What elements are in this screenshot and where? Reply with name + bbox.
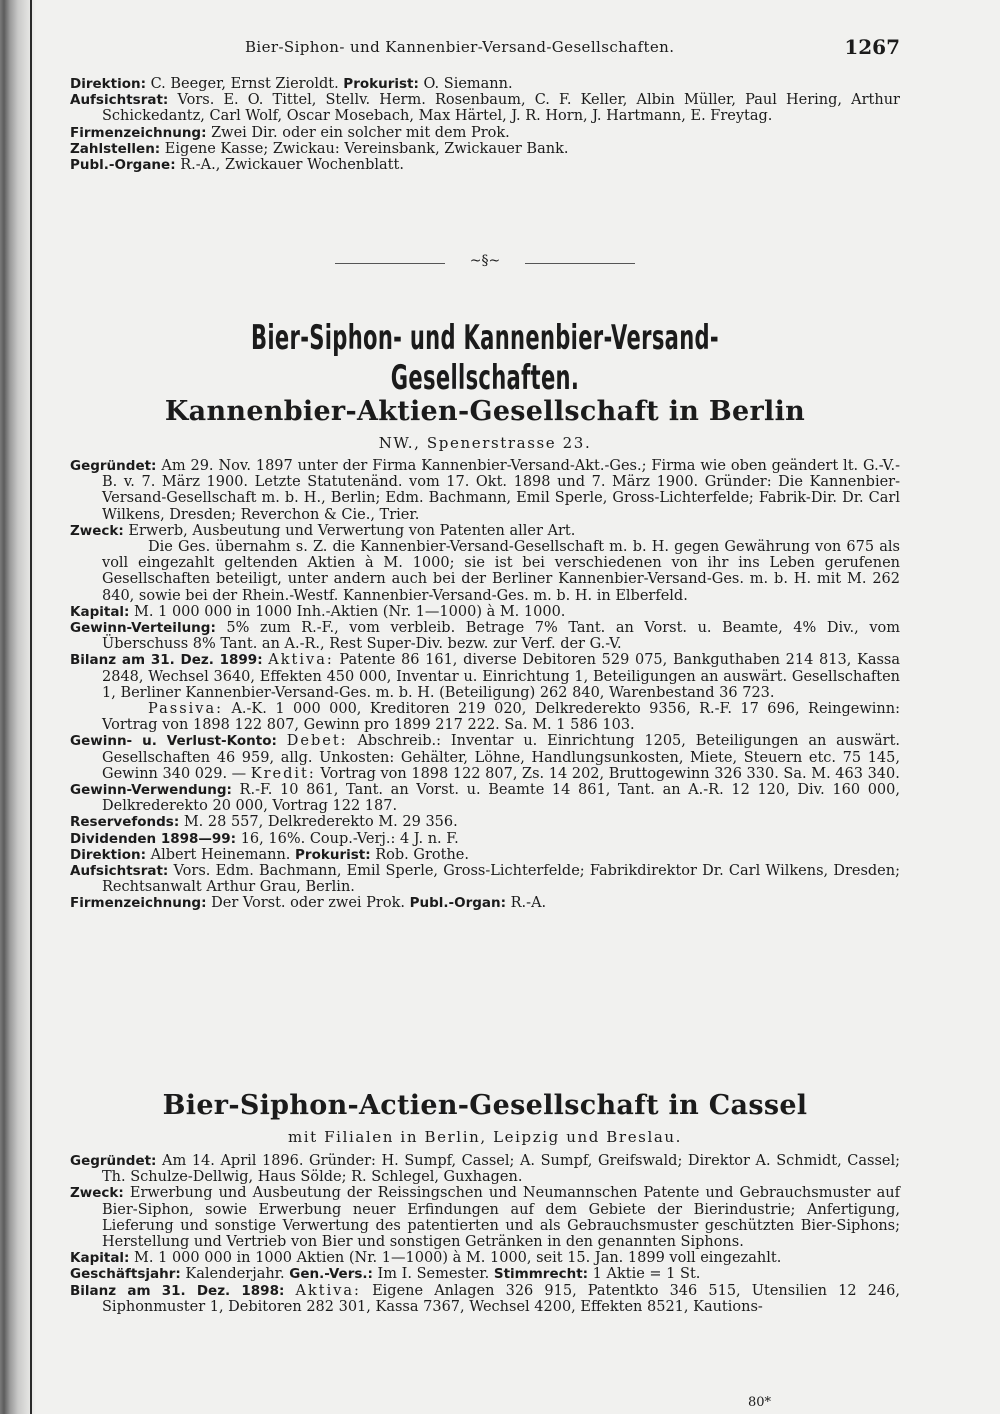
prev-publ-organe: Publ.-Organe: R.-A., Zwickauer Wochenblatt. [70,157,404,174]
c1-bilanz: Bilanz am 31. Dez. 1899: Aktiva: Patente 86 161, diverse Debitoren 529 075, Bankguthaben 214 813, Kassa 2848, Wechsel 3640, Effekten 450 000, Inventar u. Einrichtung 1, Beteiligungen an auswärt. Gesellschaften 1, Berliner Kannenbier-Versand-Ges. m. b. H. (Beteiligung) 262 840, Warenbestand 36 723. [70,652,900,701]
c1-gegruendet: Gegründet: Am 29. Nov. 1897 unter der Firma Kannenbier-Versand-Akt.-Ges.; Firma wie oben geändert lt. G.-V.-B. v. 7. März 1900. Letzte Statutenänd. vom 17. Okt. 1898 und 7. März 1900. Gründer: Die Kannenbier-Versand-Gesellschaft m. b. H., Berlin; Edm. Bachmann, Emil Sperle, Gross-Lichterfelde; Fabrik-Dir. Dr. Carl Wilkens, Dresden; Reverchon & Cie., Trier. [70,458,900,523]
c1-gewinn-verteilung: Gewinn-Verteilung: 5% zum R.-F., vom verbleib. Betrage 7% Tant. an Vorst. u. Beamte, 4% Div., vom Überschuss 8% Tant. an A.-R., Rest Super-Div. bezw. zur Verf. der G.-V. [70,620,900,653]
company2-body [70,1153,900,1315]
c2-bilanz: Bilanz am 31. Dez. 1898: Aktiva: Eigene Anlagen 326 915, Patentkto 346 515, Utensilien 12 246, Siphonmuster 1, Debitoren 282 301, Kassa 7367, Wechsel 4200, Effekten 8521, Kautions- [70,1282,900,1315]
c1-direktion: Direktion: Albert Heinemann. Prokurist: Rob. Grothe. [70,846,469,863]
c1-passiva: Passiva: A.-K. 1 000 000, Kreditoren 219 020, Delkrederekto 9356, R.-F. 17 696, Reingewinn: Vortrag von 1898 122 807, Gewinn pro 1899 217 222. Sa. M. 1 586 103. [102,701,900,734]
page [70,0,900,1414]
company1-address: NW., Spenerstrasse 23. [378,434,592,452]
c2-geschaeftsjahr: Geschäftsjahr: Kalenderjahr. Gen.-Vers.: Im I. Semester. Stimmrecht: 1 Aktie = 1 St. [70,1266,701,1283]
scan-binding-edge [0,0,36,1414]
divider-ornament [335,253,635,270]
c1-dividenden: Dividenden 1898—99: 16, 16%. Coup.-Verj.: 4 J. n. F. [70,830,459,847]
c1-aufsichtsrat: Aufsichtsrat: Vors. Edm. Bachmann, Emil Sperle, Gross-Lichterfelde; Fabrikdirektor Dr. Carl Wilkens, Dresden; Rechtsanwalt Arthur Grau, Berlin. [70,863,900,896]
company2-title: Bier-Siphon-Actien-Gesellschaft in Cassel [162,1090,808,1121]
ornament-line-right [525,263,635,264]
page-number: 1267 [844,35,900,59]
ornament-glyph: ~§~ [469,253,501,269]
c1-kapital: Kapital: M. 1 000 000 in 1000 Inh.-Aktien (Nr. 1—1000) à M. 1000. [70,603,566,620]
running-head [70,35,900,62]
company2-subtitle: mit Filialen in Berlin, Leipzig und Breslau. [287,1128,683,1146]
company1-body [70,458,900,912]
c1-firmenzeichnung: Firmenzeichnung: Der Vorst. oder zwei Prok. Publ.-Organ: R.-A. [70,895,547,912]
c2-kapital: Kapital: M. 1 000 000 in 1000 Aktien (Nr. 1—1000) à M. 1000, seit 15. Jan. 1899 voll eingezahlt. [70,1250,782,1267]
c1-gewinn-verwendung: Gewinn-Verwendung: R.-F. 10 861, Tant. an Vorst. u. Beamte 14 861, Tant. an A.-R. 12 120, Div. 160 000, Delkrederekto 20 000, Vortrag 122 187. [70,782,900,815]
c1-zweck-cont: Die Ges. übernahm s. Z. die Kannenbier-Versand-Gesellschaft m. b. H. gegen Gewährung von 675 als voll eingezahlt geltenden Aktien à M. 1000; sie ist bei verschiedenen von ihr ins Leben gerufenen Gesellschaften beteiligt, unter andern auch bei der Berliner Kannenbier-Versand-Ges. m. b. H. mit M. 262 840, sowie bei der Rhein.-Westf. Kannenbier-Versand-Ges. m. b. H. in Elberfeld. [102,539,900,604]
prev-direktion: Direktion: C. Beeger, Ernst Zieroldt. Prokurist: O. Siemann. [70,76,513,92]
section-title: Bier-Siphon- und Kannenbier-Versand-Gesellschaften. [250,318,719,398]
ornament-line-left [335,263,445,264]
c2-gegruendet: Gegründet: Am 14. April 1896. Gründer: H. Sumpf, Cassel; A. Sumpf, Greifswald; Direktor A. Schmidt, Cassel; Th. Schulze-Dellwig, Haus Sölde; R. Schlegel, Guxhagen. [70,1153,900,1186]
prev-zahlstellen: Zahlstellen: Eigene Kasse; Zwickau: Vereinsbank, Zwickauer Bank. [70,140,569,157]
company1-title: Kannenbier-Aktien-Gesellschaft in Berlin [164,396,806,427]
footer-signature: 80* [748,1395,772,1410]
prev-aufsichtsrat: Aufsichtsrat: Vors. E. O. Tittel, Stellv. Herm. Rosenbaum, C. F. Keller, Albin Müller, Paul Hering, Arthur Schickedantz, Carl Wolf, Oscar Mosebach, Max Härtel, J. R. Horn, J. Hartmann, E. Freytag. [70,92,900,125]
running-title: Bier-Siphon- und Kannenbier-Versand-Gesellschaften. [245,38,675,56]
c1-reservefonds: Reservefonds: M. 28 557, Delkrederekto M. 29 356. [70,814,458,831]
c1-gewinn-verlust: Gewinn- u. Verlust-Konto: Debet: Abschreib.: Inventar u. Einrichtung 1205, Beteiligungen an auswärt. Gesellschaften 46 959, allg. Unkosten: Gehälter, Löhne, Handlungsunkosten, Miete, Steuern etc. 75 145, Gewinn 340 029. — Kredit: Vortrag von 1898 122 807, Zs. 14 202, Bruttogewinn 326 330. Sa. M. 463 340. [70,733,901,782]
prev-company-block [70,76,900,173]
c1-zweck: Zweck: Erwerb, Ausbeutung und Verwertung von Patenten aller Art. [70,522,576,539]
c2-zweck: Zweck: Erwerbung und Ausbeutung der Reissingschen und Neumannschen Patente und Gebrauchsmuster auf Bier-Siphon, sowie Erwerbung neuer Erfindungen auf dem Gebiete der Bierindustrie; Anfertigung, Lieferung und sonstige Verwertung des patentierten und als Gebrauchsmuster geschützten Bier-Siphons; Herstellung und Vertrieb von Bier und sonstigen Getränken in den genannten Siphons. [70,1185,900,1251]
prev-firmenzeichnung: Firmenzeichnung: Zwei Dir. oder ein solcher mit dem Prok. [70,124,510,141]
